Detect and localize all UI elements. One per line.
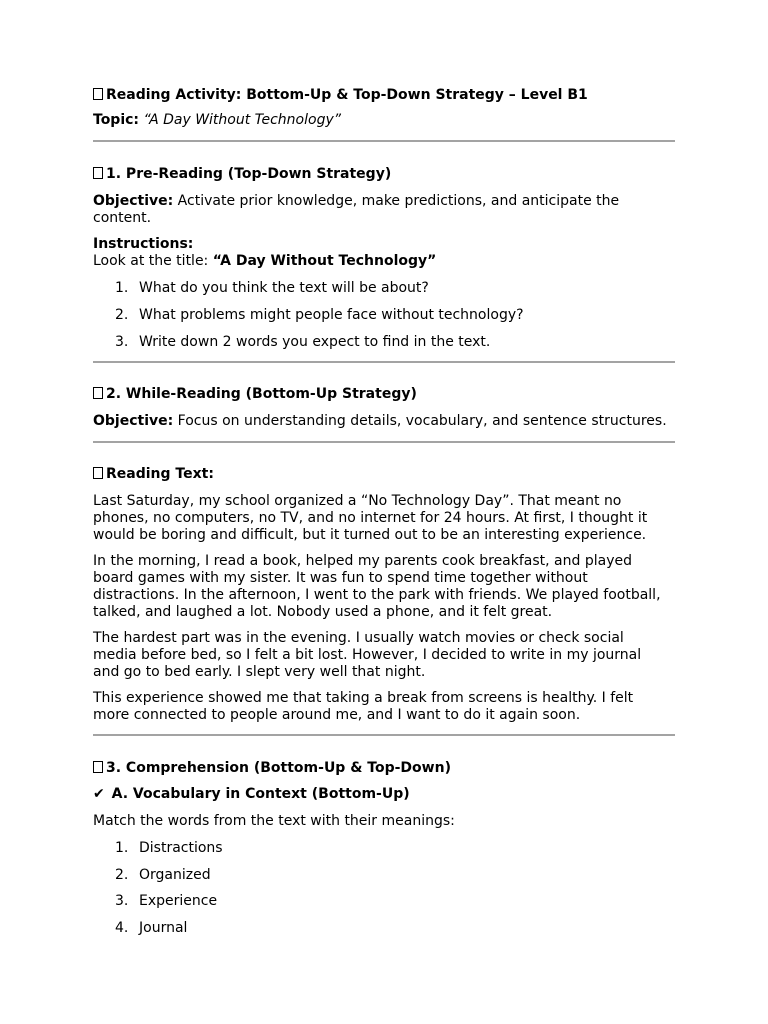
objective-text-line1: Activate prior knowledge, make predictions, and anticipate the bbox=[173, 193, 620, 209]
pre-reading-list bbox=[93, 280, 675, 351]
missing-glyph-icon bbox=[93, 467, 103, 479]
paragraph-line: This experience showed me that taking a break from screens is healthy. I felt bbox=[93, 690, 634, 706]
activity-title bbox=[93, 87, 675, 104]
list-item-number: 2. bbox=[115, 867, 129, 883]
list-item bbox=[93, 840, 675, 857]
list-item-number: 2. bbox=[115, 307, 129, 323]
paragraph-line: Last Saturday, my school organized a “No Technology Day”. That meant no bbox=[93, 493, 622, 509]
list-item-text: Experience bbox=[139, 893, 218, 909]
paragraph-line: In the morning, I read a book, helped my parents cook breakfast, and played bbox=[93, 553, 632, 569]
paragraph-line: distractions. In the afternoon, I went to the park with friends. We played football, bbox=[93, 587, 661, 603]
section-heading-while-reading bbox=[93, 386, 675, 403]
list-item-text: Journal bbox=[139, 920, 188, 936]
subsection-heading-text: A. Vocabulary in Context (Bottom-Up) bbox=[111, 786, 410, 802]
comprehension-heading-text: 3. Comprehension (Bottom-Up & Top-Down) bbox=[106, 760, 451, 776]
list-item-text: Distractions bbox=[139, 840, 223, 856]
paragraph-line: phones, no computers, no TV, and no internet for 24 hours. At first, I thought it bbox=[93, 510, 648, 526]
paragraph-line: talked, and laughed a lot. Nobody used a phone, and it felt great. bbox=[93, 604, 553, 620]
list-item-number: 3. bbox=[115, 893, 129, 909]
list-item-text: Organized bbox=[139, 867, 211, 883]
instructions-label bbox=[93, 236, 675, 253]
missing-glyph-icon bbox=[93, 761, 103, 773]
topic-label: Topic: bbox=[93, 112, 140, 128]
list-item-text: What problems might people face without technology? bbox=[139, 307, 524, 323]
objective-label: Objective: bbox=[93, 413, 174, 429]
list-item-text: Write down 2 words you expect to find in the text. bbox=[139, 334, 491, 350]
missing-glyph-icon bbox=[93, 167, 103, 179]
list-item-number: 1. bbox=[115, 840, 129, 856]
while-reading-heading-text: 2. While-Reading (Bottom-Up Strategy) bbox=[106, 386, 417, 402]
paragraph-line: media before bed, so I felt a bit lost. However, I decided to write in my journal bbox=[93, 647, 642, 663]
divider bbox=[93, 140, 675, 142]
look-prefix: Look at the title: bbox=[93, 253, 213, 269]
list-item bbox=[93, 307, 675, 324]
objective-label: Objective: bbox=[93, 193, 174, 209]
section-heading-reading-text bbox=[93, 466, 675, 483]
missing-glyph-icon bbox=[93, 88, 103, 100]
reading-paragraph bbox=[93, 690, 675, 724]
reading-paragraph bbox=[93, 630, 675, 681]
list-item bbox=[93, 867, 675, 884]
list-item bbox=[93, 893, 675, 910]
topic-value: “A Day Without Technology” bbox=[143, 112, 341, 128]
reading-paragraph bbox=[93, 553, 675, 621]
vocabulary-instruction: Match the words from the text with their meanings: bbox=[93, 813, 455, 829]
paragraph-line: The hardest part was in the evening. I usually watch movies or check social bbox=[93, 630, 624, 646]
list-item-text: What do you think the text will be about? bbox=[139, 280, 429, 296]
paragraph-line: board games with my sister. It was fun to spend time together without bbox=[93, 570, 588, 586]
activity-title-text: Reading Activity: Bottom-Up & Top-Down Strategy – Level B1 bbox=[106, 87, 588, 103]
section-heading-comprehension bbox=[93, 760, 675, 777]
list-item bbox=[93, 920, 675, 937]
objective-text-line2: content. bbox=[93, 210, 152, 226]
pre-reading-objective bbox=[93, 193, 675, 227]
section-heading-pre-reading bbox=[93, 166, 675, 183]
list-item bbox=[93, 334, 675, 351]
document-content bbox=[93, 87, 675, 937]
paragraph-line: would be boring and difficult, but it turned out to be an interesting experience. bbox=[93, 527, 647, 543]
missing-glyph-icon bbox=[93, 387, 103, 399]
instructions-label-text: Instructions: bbox=[93, 236, 194, 252]
while-reading-objective bbox=[93, 413, 675, 430]
reading-text-heading-text: Reading Text: bbox=[106, 466, 214, 482]
list-item-number: 3. bbox=[115, 334, 129, 350]
checkmark-icon: ✔ bbox=[93, 786, 105, 802]
topic-line bbox=[93, 112, 675, 129]
divider bbox=[93, 734, 675, 736]
paragraph-line: and go to bed early. I slept very well that night. bbox=[93, 664, 426, 680]
paragraph-line: more connected to people around me, and I want to do it again soon. bbox=[93, 707, 581, 723]
vocabulary-list bbox=[93, 840, 675, 937]
reading-paragraph bbox=[93, 493, 675, 544]
divider bbox=[93, 441, 675, 443]
list-item-number: 4. bbox=[115, 920, 129, 936]
instructions-look-line bbox=[93, 253, 675, 270]
pre-reading-heading-text: 1. Pre-Reading (Top-Down Strategy) bbox=[106, 166, 392, 182]
subsection-heading-vocabulary bbox=[93, 786, 675, 803]
divider bbox=[93, 361, 675, 363]
list-item bbox=[93, 280, 675, 297]
objective-text: Focus on understanding details, vocabulary, and sentence structures. bbox=[173, 413, 667, 429]
look-title: “A Day Without Technology” bbox=[212, 253, 437, 269]
list-item-number: 1. bbox=[115, 280, 129, 296]
